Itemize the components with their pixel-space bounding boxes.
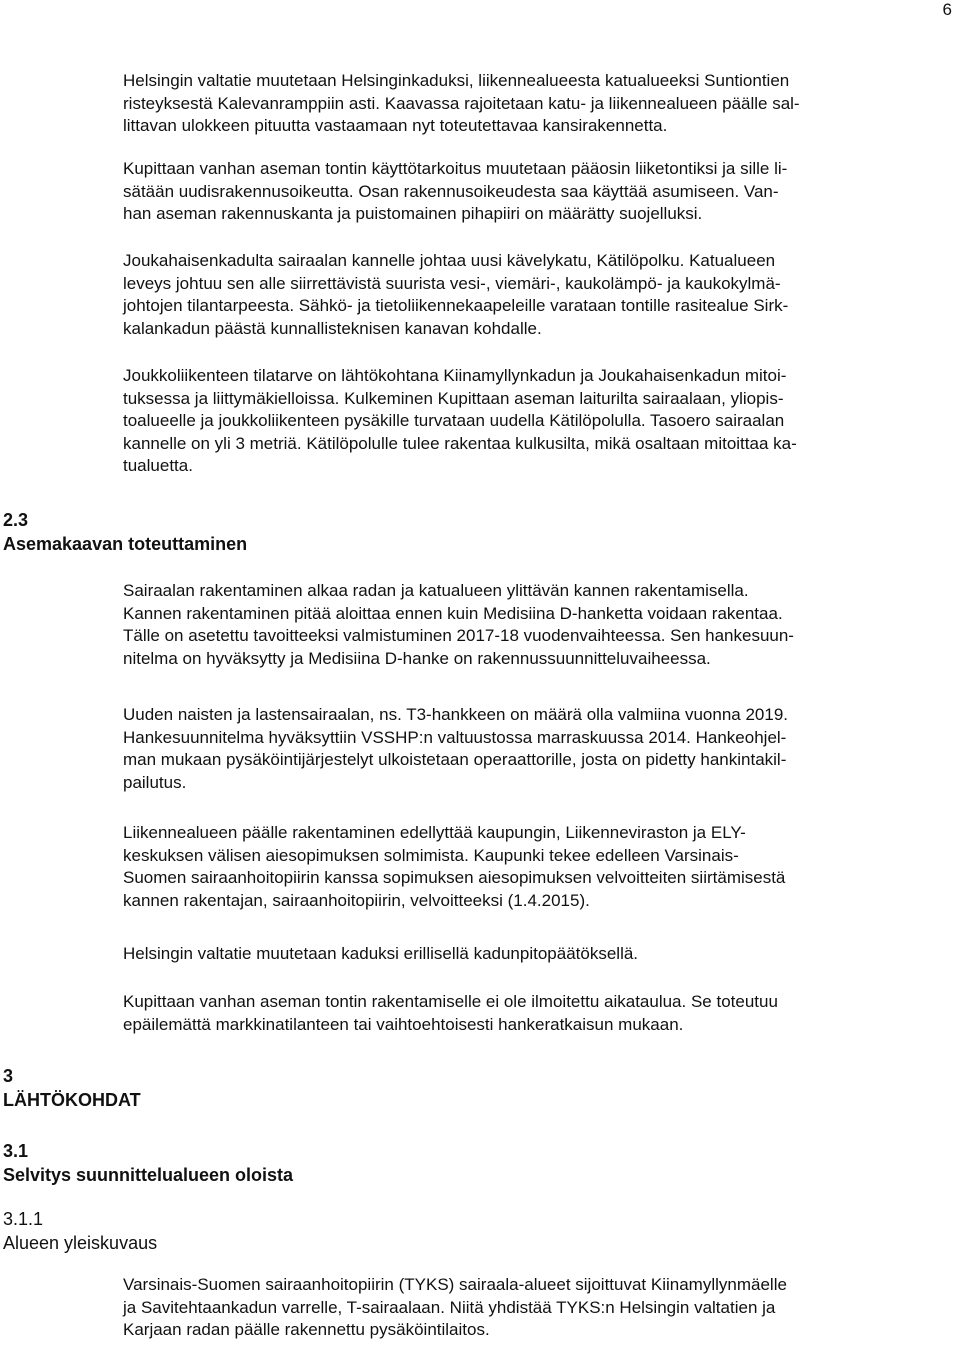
page-number: 6	[942, 0, 952, 19]
heading-3	[3, 1064, 141, 1112]
text-line: keskuksen välisen aiesopimuksen solmimista. Kaupunki tekee edelleen Varsinais-	[123, 845, 739, 865]
text-line: Varsinais-Suomen sairaanhoitopiirin (TYKS) sairaala-alueet sijoittuvat Kiinamyllynmäelle	[123, 1275, 787, 1294]
text-line: Tälle on asetettu tavoitteeksi valmistuminen 2017-18 vuodenvaihteessa. Sen hankesuun-	[123, 626, 794, 645]
heading-3-title: LÄHTÖKOHDAT	[3, 1090, 141, 1110]
text-line: kannen rakentajan, sairaanhoitopiirin, velvoitteeksi (1.4.2015).	[123, 890, 590, 910]
text-line: Helsingin valtatie muutetaan Helsinginkaduksi, liikennealueesta katualueeksi Suntiontien	[123, 71, 790, 90]
text-line: risteyksestä Kalevanramppiin asti. Kaavassa rajoitetaan katu- ja liikennealueen päälle sal-	[123, 93, 800, 113]
text-line: Kupittaan vanhan aseman tontin rakentamiselle ei ole ilmoitettu aikataulua. Se toteutuu	[123, 992, 778, 1011]
text-line: nitelma on hyväksytty ja Medisiina D-hanke on rakennussuunnitteluvaiheessa.	[123, 648, 711, 668]
text-line: Joukkoliikenteen tilatarve on lähtökohtana Kiinamyllynkadun ja Joukahaisenkadun mitoi-	[123, 366, 787, 385]
text-line: Kannen rakentaminen pitää aloittaa ennen kuin Medisiina D-hanketta voidaan rakentaa.	[123, 603, 783, 623]
text-line: Joukahaisenkadulta sairaalan kannelle johtaa uusi kävelykatu, Kätilöpolku. Katualueen	[123, 251, 776, 270]
paragraph-joukkoliikenne	[123, 365, 949, 478]
paragraph-kupittaan-asema	[123, 158, 949, 226]
text-line: Karjaan radan päälle rakennettu pysäköintilaitos.	[123, 1320, 490, 1339]
heading-3-1-number: 3.1	[3, 1141, 29, 1161]
text-line: Hankesuunnitelma hyväksyttiin VSSHP:n valtuustossa marraskuussa 2014. Hankeohjel-	[123, 727, 787, 747]
heading-3-1-1-number: 3.1.1	[3, 1209, 44, 1229]
heading-2-3-number: 2.3	[3, 510, 29, 530]
paragraph-alueen-yleiskuvaus	[123, 1274, 949, 1342]
heading-3-1	[3, 1139, 293, 1187]
text-line: kannelle on yli 3 metriä. Kätilöpolulle tulee rakentaa kulkusilta, mikä osaltaan mitoittaa ka-	[123, 433, 797, 453]
heading-3-1-title: Selvitys suunnittelualueen oloista	[3, 1165, 294, 1185]
text-line: johtojen tilantarpeesta. Sähkö- ja tietoliikennekaapeleille varataan tontille rasitealue Sirk-	[123, 296, 789, 315]
paragraph-helsingin-valtatie	[123, 70, 949, 138]
text-line: Uuden naisten ja lastensairaalan, ns. T3-hankkeen on määrä olla valmiina vuonna 2019.	[123, 705, 789, 724]
text-line: epäilemättä markkinatilanteen tai vaihtoehtoisesti hankeratkaisun mukaan.	[123, 1014, 684, 1034]
text-line: littavan ulokkeen pituutta vastaamaan nyt toteutettavaa kansirakennetta.	[123, 116, 668, 135]
text-line: man mukaan pysäköintijärjestelyt ulkoistetaan operaattorille, josta on pidetty hankintakil-	[123, 750, 787, 769]
heading-3-1-1	[3, 1207, 157, 1255]
text-line: tualuetta.	[123, 456, 193, 475]
text-line: sätään uudisrakennusoikeutta. Osan rakennusoikeudesta saa käyttää asumiseen. Van-	[123, 181, 779, 201]
heading-3-1-1-title: Alueen yleiskuvaus	[3, 1233, 158, 1253]
text-line: Sairaalan rakentaminen alkaa radan ja katualueen ylittävän kannen rakentamisella.	[123, 581, 749, 600]
text-line: leveys johtuu sen alle siirrettävistä suurista vesi-, viemäri-, kaukolämpö- ja kaukokylmä-	[123, 273, 781, 293]
paragraph-liikennealue	[123, 822, 949, 912]
paragraph-t3-hanke	[123, 704, 949, 794]
text-line: kalankadun päästä kunnallisteknisen kanavan kohdalle.	[123, 318, 542, 338]
text-line: pailutus.	[123, 772, 187, 792]
text-line: Suomen sairaanhoitopiirin kanssa sopimuksen aiesopimuksen velvoitteiten siirtämisestä	[123, 868, 786, 887]
paragraph-katilopolku	[123, 250, 949, 340]
heading-2-3	[3, 508, 247, 556]
paragraph-sairaalan-rakentaminen	[123, 580, 949, 670]
paragraph-kadunpitopaatos	[123, 943, 949, 966]
text-line: ja Savitehtaankadun varrelle, T-sairaalaan. Niitä yhdistää TYKS:n Helsingin valtatien ja	[123, 1297, 776, 1317]
text-line: tuksessa ja liittymäkielloissa. Kulkeminen Kupittaan aseman laiturilta sairaalaan, yliopis-	[123, 388, 784, 408]
heading-3-number: 3	[3, 1066, 14, 1086]
text-line: han aseman rakennuskanta ja puistomainen pihapiiri on määrätty suojelluksi.	[123, 204, 703, 223]
paragraph-aikataulu	[123, 991, 949, 1036]
heading-2-3-title: Asemakaavan toteuttaminen	[3, 534, 248, 554]
text-line: Liikennealueen päälle rakentaminen edellyttää kaupungin, Liikenneviraston ja ELY-	[123, 823, 746, 842]
text-line: Helsingin valtatie muutetaan kaduksi erillisellä kadunpitopäätöksellä.	[123, 944, 639, 963]
text-line: Kupittaan vanhan aseman tontin käyttötarkoitus muutetaan pääosin liiketontiksi ja sille li-	[123, 159, 788, 178]
text-line: toalueelle ja joukkoliikenteen pysäkille turvataan uudella Kätilöpolulla. Tasoero sairaalan	[123, 411, 785, 430]
